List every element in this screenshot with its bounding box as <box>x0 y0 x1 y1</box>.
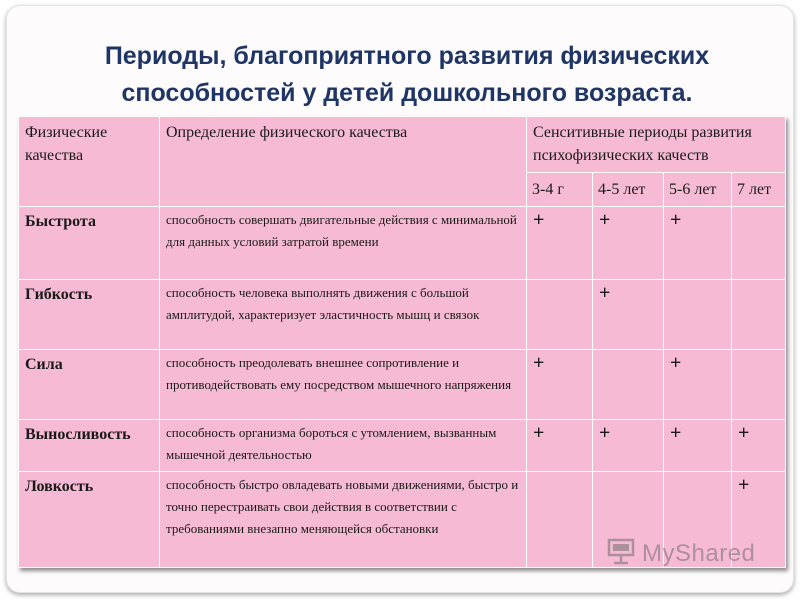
header-sensitive-periods: Сенситивные периоды развития психофизических качеств <box>527 117 786 173</box>
quality-name: Ловкость <box>19 472 160 568</box>
quality-definition: способность быстро овладевать новыми движениями, быстро и точно перестраивать свои действия в соответствии с требованиями внезапно меняющейся обстановки <box>160 472 527 568</box>
quality-name: Сила <box>19 350 160 420</box>
period-mark <box>593 350 664 420</box>
age-header: 7 лет <box>732 173 786 207</box>
quality-name: Выносливость <box>19 420 160 472</box>
slide-title <box>37 38 777 112</box>
period-mark: + <box>732 472 786 568</box>
period-mark: + <box>664 207 732 280</box>
title-line-2: способностей у детей дошкольного возраста. <box>121 79 693 107</box>
period-mark: + <box>527 207 593 280</box>
period-mark: + <box>527 420 593 472</box>
period-mark <box>527 472 593 568</box>
period-mark <box>732 207 786 280</box>
period-mark: + <box>664 420 732 472</box>
period-mark <box>527 280 593 350</box>
header-definition: Определение физического качества <box>160 117 527 207</box>
age-header: 4-5 лет <box>593 173 664 207</box>
table-row <box>19 207 786 280</box>
title-line-1: Периоды, благоприятного развития физических <box>104 42 710 70</box>
quality-definition: способность преодолевать внешнее сопротивление и противодействовать ему посредством мышечного напряжения <box>160 350 527 420</box>
age-header: 3-4 г <box>527 173 593 207</box>
sensitive-periods-table <box>18 116 786 568</box>
quality-definition: способность человека выполнять движения с большой амплитудой, характеризует эластичность мышц и связок <box>160 280 527 350</box>
myshared-watermark <box>606 537 755 570</box>
header-row <box>19 117 786 173</box>
period-mark <box>732 280 786 350</box>
quality-definition: способность совершать двигательные действия с минимальной для данных условий затратой времени <box>160 207 527 280</box>
age-header: 5-6 лет <box>664 173 732 207</box>
period-mark <box>732 350 786 420</box>
quality-name: Быстрота <box>19 207 160 280</box>
period-mark: + <box>593 280 664 350</box>
watermark-text: MyShared <box>642 539 756 567</box>
header-physical-qualities: Физические качества <box>19 117 160 207</box>
period-mark: + <box>593 207 664 280</box>
table-row <box>19 280 786 350</box>
period-mark <box>664 280 732 350</box>
period-mark: + <box>664 350 732 420</box>
period-mark: + <box>732 420 786 472</box>
table-row <box>19 420 786 472</box>
quality-definition: способность организма бороться с утомлением, вызванным мышечной деятельностью <box>160 420 527 472</box>
period-mark: + <box>527 350 593 420</box>
period-mark: + <box>593 420 664 472</box>
presentation-board-icon <box>606 537 636 570</box>
table-row <box>19 350 786 420</box>
quality-name: Гибкость <box>19 280 160 350</box>
